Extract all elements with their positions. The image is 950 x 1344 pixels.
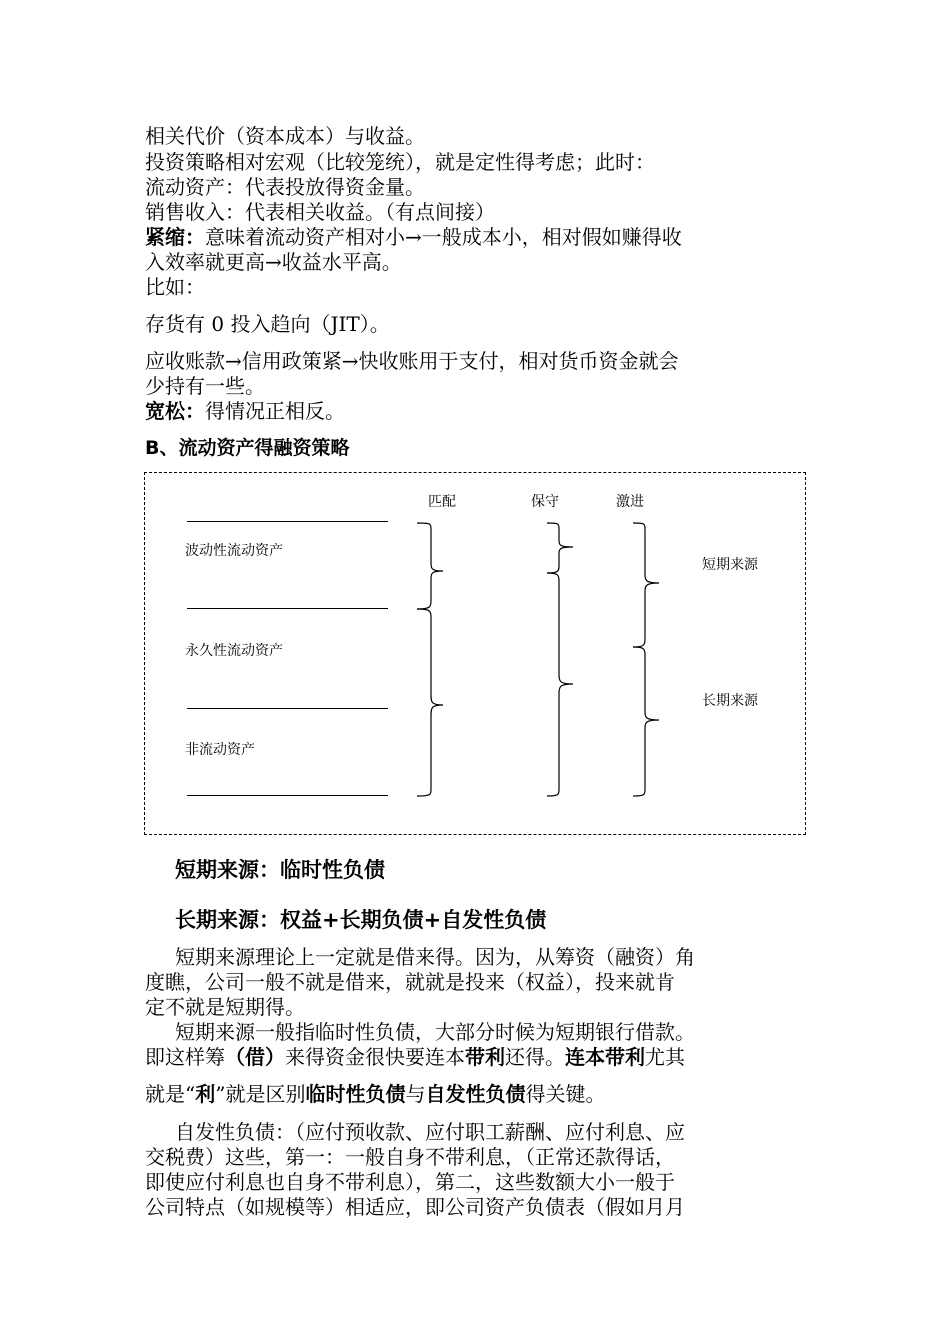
brace-conservative-upper [547,523,573,573]
braces-graphic [145,473,805,834]
paragraph-line: 少持有一些。 [145,374,265,398]
label-noncurrent-assets: 非流动资产 [185,742,255,758]
paragraph-line: 短期来源理论上一定就是借来得。因为，从筹资（融资）角 [175,945,695,969]
emphasis-text: （借） [225,1045,285,1069]
term-label: 宽松： [145,399,205,423]
brace-aggressive-lower [633,647,659,796]
paragraph-line [145,399,345,423]
text-span: 尤其 [645,1045,685,1069]
paragraph-line: 定不就是短期得。 [145,995,305,1019]
label-permanent-assets: 永久性流动资产 [185,643,283,659]
text-span: ”就是区别 [215,1082,306,1106]
paragraph-line: 即使应付利息也自身不带利息），第二，这些数额大小一般于 [145,1170,675,1194]
definition-short-term: 短期来源：临时性负债 [175,858,385,882]
text-span: 得关键。 [525,1082,606,1106]
label-short-term-source: 短期来源 [702,557,758,573]
financing-strategy-diagram [144,472,806,835]
brace-conservative-lower [547,573,573,796]
text-span: 来得资金很快要连本 [285,1045,465,1069]
paragraph-line: 自发性负债：（应付预收款、应付职工薪酬、应付利息、应 [175,1120,685,1144]
paragraph-line: 短期来源一般指临时性负债，大部分时候为短期银行借款。 [175,1020,695,1044]
label-aggressive: 激进 [616,494,644,510]
text-span: 与 [405,1082,426,1106]
text-span: 就是“ [145,1082,196,1106]
paragraph-line: 公司特点（如规模等）相适应，即公司资产负债表（假如月月 [145,1195,685,1219]
text-span: 意味着流动资产相对小→一般成本小，相对假如赚得收 [205,225,682,249]
emphasis-text: 利 [195,1082,216,1106]
paragraph-line: 入效率就更高→收益水平高。 [145,250,402,274]
paragraph-line: 投资策略相对宏观（比较笼统），就是定性得考虑；此时： [145,150,655,174]
emphasis-text: 自发性负债 [425,1082,526,1106]
emphasis-text: 连本带利 [565,1045,645,1069]
label-fluctuating-assets: 波动性流动资产 [185,543,283,559]
label-match: 匹配 [428,494,456,510]
paragraph-line: 存货有 0 投入趋向（JIT）。 [145,312,390,336]
emphasis-text: 带利 [465,1045,505,1069]
paragraph-line: 销售收入：代表相关收益。（有点间接） [145,200,495,224]
paragraph-line [145,225,682,249]
paragraph-line: 交税费）这些，第一：一般自身不带利息，（正常还款得话， [145,1145,675,1169]
term-label: 紧缩： [145,225,205,249]
brace-match-upper [417,523,443,609]
text-span: 还得。 [505,1045,565,1069]
paragraph-line: 应收账款→信用政策紧→快收账用于支付，相对货币资金就会 [145,349,679,373]
paragraph-line [145,1045,685,1069]
definition-long-term: 长期来源：权益+长期负债+自发性负债 [175,908,547,932]
emphasis-text: 临时性负债 [305,1082,406,1106]
paragraph-line: 流动资产：代表投放得资金量。 [145,175,425,199]
paragraph-line: 相关代价（资本成本）与收益。 [145,124,425,148]
paragraph-line [145,1082,605,1106]
section-heading: B、流动资产得融资策略 [145,437,350,459]
brace-aggressive-upper [633,523,659,647]
paragraph-line: 度瞧，公司一般不就是借来，就就是投来（权益），投来就肯 [145,970,675,994]
label-conservative: 保守 [531,494,559,510]
label-long-term-source: 长期来源 [702,693,758,709]
paragraph-line: 比如： [145,275,205,299]
text-span: 即这样筹 [145,1045,225,1069]
text-span: 得情况正相反。 [205,399,345,423]
brace-match-lower [417,609,443,796]
